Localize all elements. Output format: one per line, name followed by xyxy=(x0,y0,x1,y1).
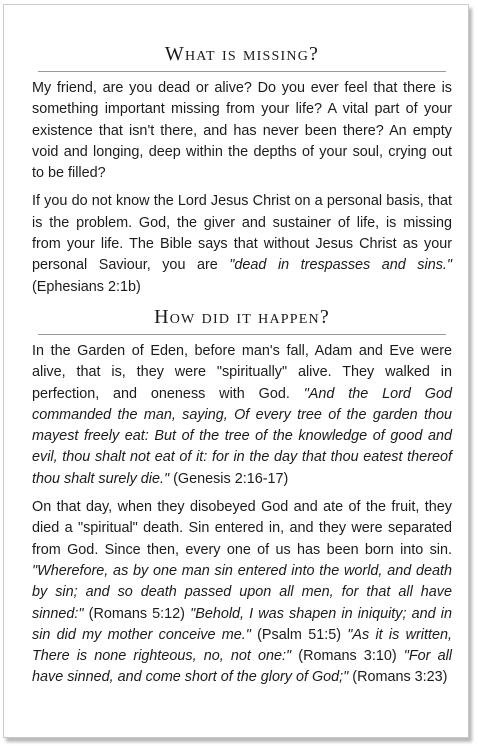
scripture-quote: "Behold, I was shapen in iniquity; and in sin did my mother conceive me." xyxy=(32,605,452,643)
heading-divider xyxy=(38,71,446,72)
paragraph-text: On that day, when they disobeyed God and ate of the fruit, they died a "spiritual" death. Sin entered in, and they were separated from God. Since then, every one of us has been born into sin. xyxy=(32,499,452,558)
section-heading-what-is-missing: What is missing? xyxy=(164,43,320,65)
scripture-reference: (Ephesians 2:1b) xyxy=(32,278,141,295)
section-heading-how-did-it-happen: How did it happen? xyxy=(154,305,330,328)
scripture-reference: (Psalm 51:5) xyxy=(250,626,348,643)
paragraph xyxy=(32,191,452,297)
scripture-quote: "As it is written, There is none righteous, no, not one:" xyxy=(32,626,452,665)
paragraph-text: If you do not know the Lord Jesus Christ on a personal basis, that is the problem. God, the giver and sustainer of life, is missing from your life. The Bible says that without Jesus Christ as your personal Saviour, you are xyxy=(32,193,452,274)
page-content xyxy=(32,5,452,696)
scripture-quote: "Wherefore, as by one man sin entered into the world, and death by sin; and so death passed upon all men, for that all have sinned:" xyxy=(32,562,452,622)
scripture-reference: (Romans 3:10) xyxy=(291,648,404,665)
paragraph xyxy=(32,497,452,689)
paragraph-text: In the Garden of Eden, before man's fall, Adam and Eve were alive, that is, they were "spiritually" alive. They walked in perfection, and oneness with God. xyxy=(32,342,452,402)
scripture-reference: (Romans 5:12) xyxy=(83,605,191,622)
scripture-quote: "And the Lord God commanded the man, saying, Of every tree of the garden thou mayest freely eat: But of the tree of the knowledge of good and evil, thou shalt not eat of it: for in the day that thou eatest thereof thou shalt surely die." xyxy=(32,385,452,487)
tract-page xyxy=(3,4,469,738)
scripture-quote: "dead in trespasses and sins." xyxy=(229,257,452,274)
heading-divider xyxy=(38,334,446,335)
paragraph xyxy=(32,341,452,490)
scripture-reference: (Romans 3:23) xyxy=(348,669,448,686)
scripture-quote: "For all have sinned, and come short of the glory of God;" xyxy=(32,648,452,686)
paragraph xyxy=(32,78,452,184)
paragraph-text: My friend, are you dead or alive? Do you ever feel that there is something important missing from your life? A vital part of your existence that isn't there, and has never been there? An empty void and longing, deep within the depths of your soul, crying out to be filled? xyxy=(32,80,452,182)
scripture-reference: (Genesis 2:16-17) xyxy=(169,470,289,487)
